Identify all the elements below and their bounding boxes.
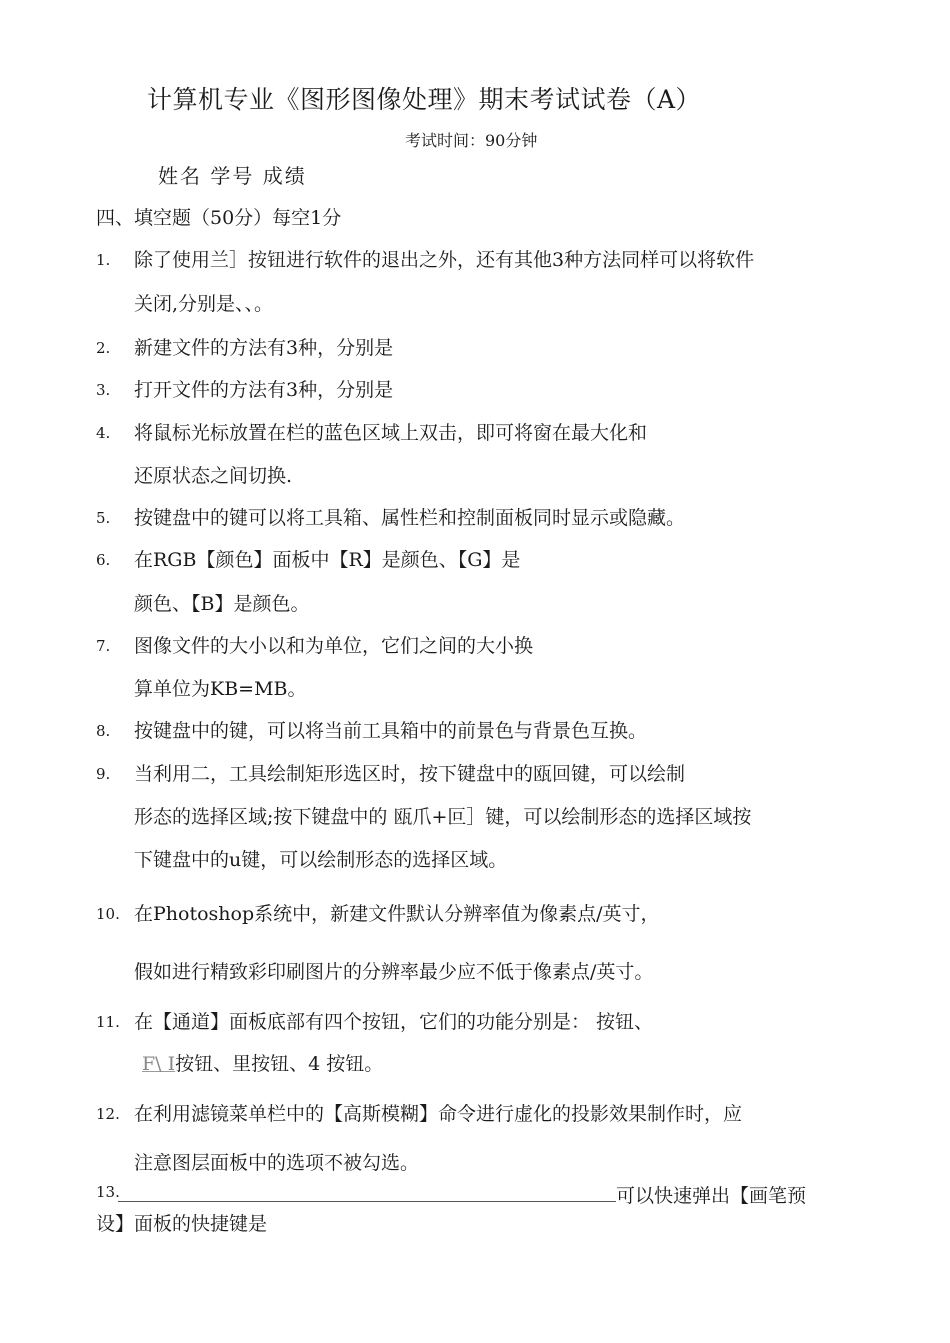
question-text: 在RGB【颜色】面板中【R】是颜色、【G】是 <box>134 549 521 571</box>
question-number: 11. <box>96 1013 120 1031</box>
question-text: 将鼠标光标放置在栏的蓝色区域上双击，即可将窗在最大化和 <box>134 422 648 444</box>
question-text: 算单位为KB=MB。 <box>134 678 307 700</box>
question-text: 还原状态之间切换. <box>134 465 293 487</box>
question-text: 注意图层面板中的选项不被勾选。 <box>134 1152 420 1174</box>
question-text: 除了使用兰］按钮进行软件的退出之外，还有其他3种方法同样可以将软件 <box>134 249 755 271</box>
question-text: 可以快速弹出【画笔预 <box>616 1185 807 1207</box>
question-number: 9. <box>96 765 111 783</box>
question-text: 形态的选择区域;按下键盘中的 瓯爪+叵］键，可以绘制形态的选择区域按 <box>134 806 752 828</box>
page-title: 计算机专业《图形图像处理》期末考试试卷（A） <box>147 85 702 114</box>
student-info: 姓名 学号 成绩 <box>158 164 307 188</box>
question-number: 5. <box>96 509 111 527</box>
question-text: 按键盘中的键可以将工具箱、属性栏和控制面板同时显示或隐藏。 <box>134 507 686 529</box>
answer-blank-line <box>118 1201 616 1202</box>
question-text: 图像文件的大小以和为单位，它们之间的大小换 <box>134 635 534 657</box>
question-text <box>142 1049 383 1076</box>
question-number: 13. <box>96 1183 120 1201</box>
faint-text: F\ I <box>142 1053 176 1075</box>
question-text-rest: 按钮、里按钮、4 按钮。 <box>175 1053 384 1075</box>
question-text: 关闭,分别是、、。 <box>134 293 274 315</box>
question-text: 在利用滤镜菜单栏中的【高斯模糊】命令进行虚化的投影效果制作时，应 <box>134 1103 743 1125</box>
question-number: 4. <box>96 424 111 442</box>
section-heading: 四、填空题（50分）每空1分 <box>96 207 342 229</box>
question-number: 10. <box>96 905 120 923</box>
question-number: 3. <box>96 381 111 399</box>
question-number: 1. <box>96 251 111 269</box>
question-text: 按键盘中的键，可以将当前工具箱中的前景色与背景色互换。 <box>134 720 648 742</box>
exam-time: 考试时间：90分钟 <box>405 131 538 150</box>
question-text: 颜色、【B】是颜色。 <box>134 593 310 615</box>
question-text: 在【通道】面板底部有四个按钮，它们的功能分别是： 按钮、 <box>134 1011 654 1033</box>
question-number: 2. <box>96 339 111 357</box>
question-text: 在Photoshop系统中，新建文件默认分辨率值为像素点/英寸， <box>134 903 660 925</box>
question-text: 假如进行精致彩印刷图片的分辨率最少应不低于像素点/英寸。 <box>134 961 654 983</box>
question-text: 打开文件的方法有3种，分别是 <box>134 379 394 401</box>
question-text: 下键盘中的u键，可以绘制形态的选择区域。 <box>134 849 508 871</box>
question-number: 8. <box>96 722 111 740</box>
question-number: 12. <box>96 1105 120 1123</box>
question-text: 设】面板的快捷键是 <box>96 1213 268 1235</box>
question-text: 新建文件的方法有3种，分别是 <box>134 337 394 359</box>
question-number: 7. <box>96 637 111 655</box>
question-text: 当利用二，工具绘制矩形选区时，按下键盘中的瓯回键，可以绘制 <box>134 763 686 785</box>
question-number: 6. <box>96 551 111 569</box>
